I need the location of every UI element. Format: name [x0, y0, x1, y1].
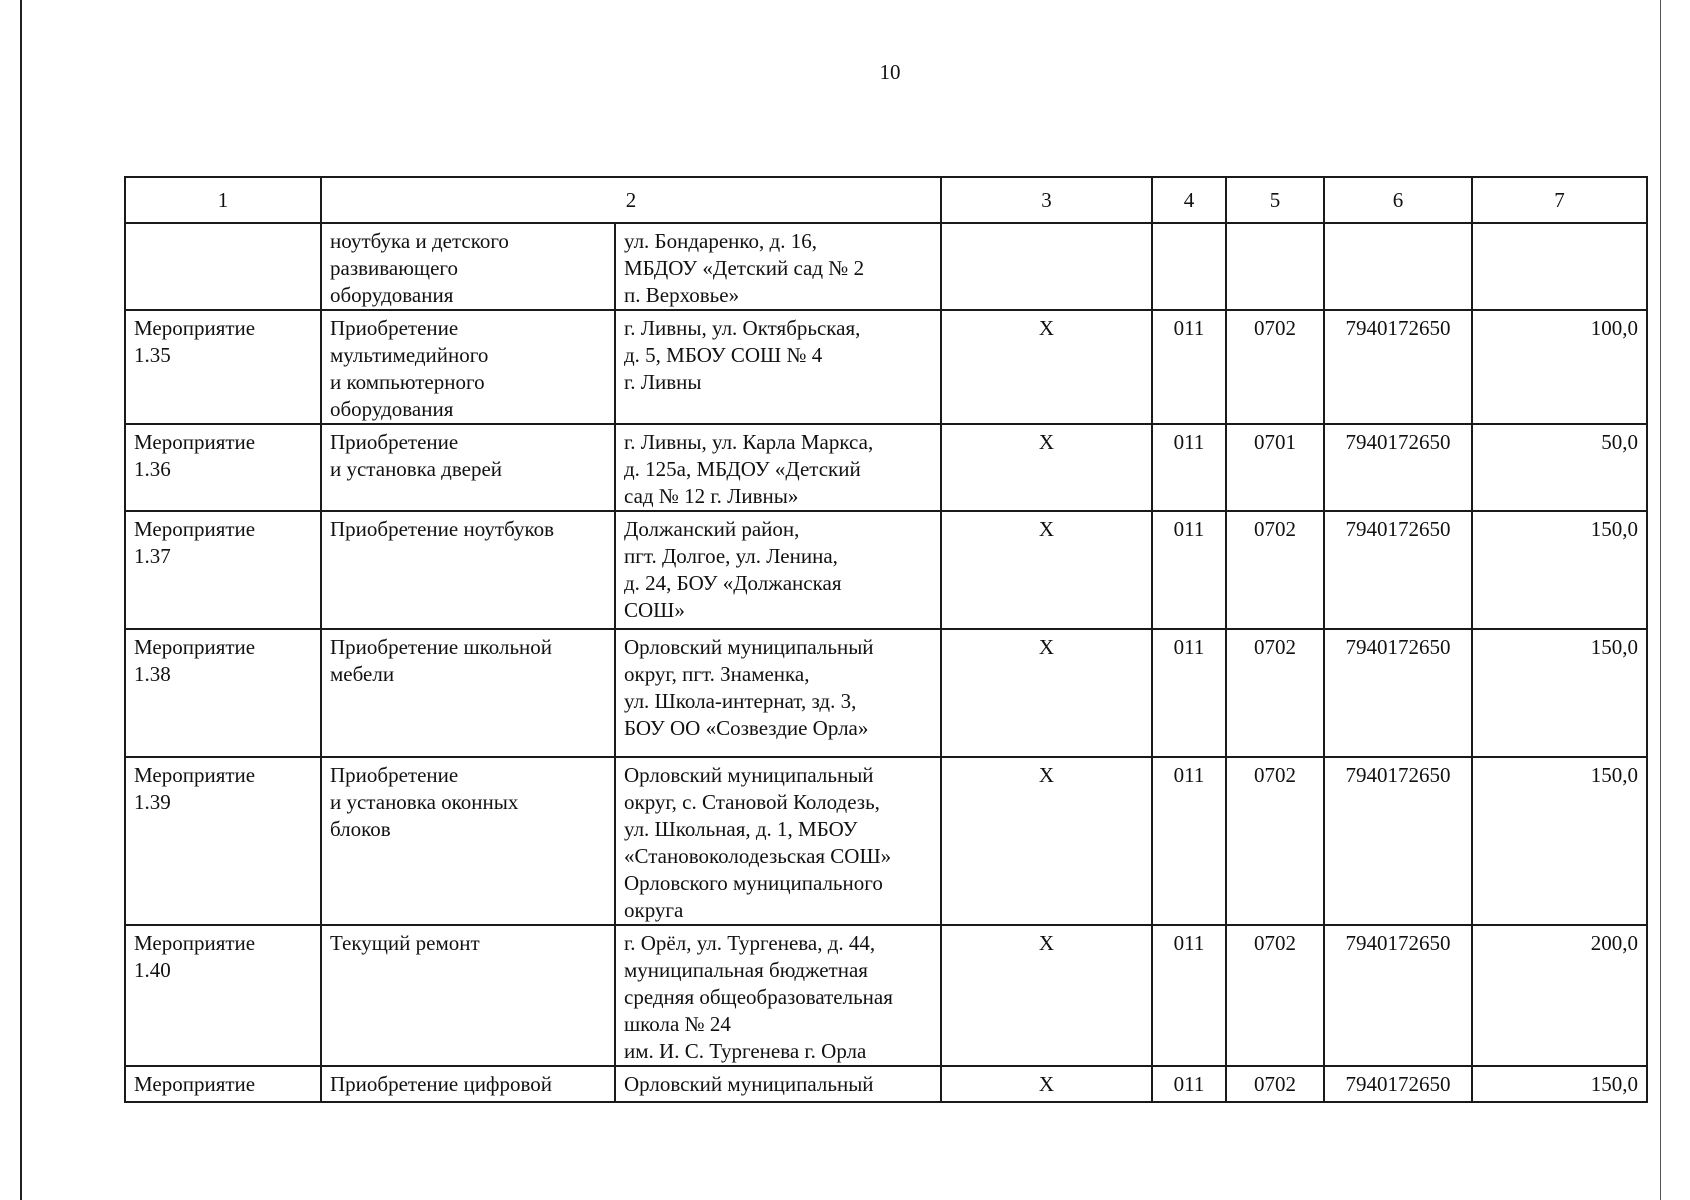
description-cell: ноутбука и детского развивающего оборудования — [321, 223, 615, 310]
col5-cell: 0702 — [1226, 310, 1324, 424]
header-col-5: 5 — [1226, 177, 1324, 223]
col5-cell: 0702 — [1226, 1066, 1324, 1102]
col4-cell — [1152, 223, 1226, 310]
col7-cell — [1472, 223, 1647, 310]
address-cell: Орловский муниципальный — [615, 1066, 941, 1102]
col7-cell: 100,0 — [1472, 310, 1647, 424]
address-cell: Должанский район, пгт. Долгое, ул. Ленина, д. 24, БОУ «Должанская СОШ» — [615, 511, 941, 629]
table-row — [125, 925, 1647, 1066]
table-row — [125, 310, 1647, 424]
col3-cell: Х — [941, 629, 1152, 757]
col3-cell: Х — [941, 1066, 1152, 1102]
header-col-6: 6 — [1324, 177, 1472, 223]
address-cell: ул. Бондаренко, д. 16, МБДОУ «Детский сад № 2 п. Верховье» — [615, 223, 941, 310]
description-cell: Текущий ремонт — [321, 925, 615, 1066]
col7-cell: 150,0 — [1472, 1066, 1647, 1102]
event-cell: Мероприятие 1.39 — [125, 757, 321, 925]
col4-cell: 011 — [1152, 925, 1226, 1066]
page-edge-left — [20, 0, 22, 1200]
events-table — [124, 176, 1648, 1103]
col7-cell: 50,0 — [1472, 424, 1647, 511]
page-edge-right — [1660, 0, 1661, 1200]
col4-cell: 011 — [1152, 310, 1226, 424]
header-col-2: 2 — [321, 177, 941, 223]
table-row — [125, 424, 1647, 511]
event-cell: Мероприятие — [125, 1066, 321, 1102]
event-cell: Мероприятие 1.40 — [125, 925, 321, 1066]
address-cell: г. Ливны, ул. Карла Маркса, д. 125а, МБДОУ «Детский сад № 12 г. Ливны» — [615, 424, 941, 511]
col3-cell: Х — [941, 757, 1152, 925]
col3-cell: Х — [941, 925, 1152, 1066]
address-cell: г. Ливны, ул. Октябрьская, д. 5, МБОУ СОШ № 4 г. Ливны — [615, 310, 941, 424]
description-cell: Приобретение школьной мебели — [321, 629, 615, 757]
event-cell — [125, 223, 321, 310]
col3-cell: Х — [941, 424, 1152, 511]
col5-cell — [1226, 223, 1324, 310]
col6-cell: 7940172650 — [1324, 925, 1472, 1066]
col6-cell: 7940172650 — [1324, 310, 1472, 424]
col7-cell: 150,0 — [1472, 757, 1647, 925]
col3-cell: Х — [941, 511, 1152, 629]
description-cell: Приобретение ноутбуков — [321, 511, 615, 629]
header-col-3: 3 — [941, 177, 1152, 223]
table-header-row — [125, 177, 1647, 223]
col4-cell: 011 — [1152, 629, 1226, 757]
table-row — [125, 757, 1647, 925]
col5-cell: 0702 — [1226, 629, 1324, 757]
col4-cell: 011 — [1152, 424, 1226, 511]
col4-cell: 011 — [1152, 757, 1226, 925]
table-row — [125, 1066, 1647, 1102]
col6-cell: 7940172650 — [1324, 757, 1472, 925]
col6-cell: 7940172650 — [1324, 1066, 1472, 1102]
col5-cell: 0702 — [1226, 757, 1324, 925]
event-cell: Мероприятие 1.36 — [125, 424, 321, 511]
description-cell: Приобретение и установка дверей — [321, 424, 615, 511]
col6-cell: 7940172650 — [1324, 511, 1472, 629]
col6-cell: 7940172650 — [1324, 629, 1472, 757]
col6-cell: 7940172650 — [1324, 424, 1472, 511]
event-cell: Мероприятие 1.37 — [125, 511, 321, 629]
description-cell: Приобретение цифровой — [321, 1066, 615, 1102]
col7-cell: 200,0 — [1472, 925, 1647, 1066]
page-number: 10 — [879, 60, 901, 84]
col3-cell: Х — [941, 310, 1152, 424]
address-cell: Орловский муниципальный округ, пгт. Знаменка, ул. Школа-интернат, зд. 3, БОУ ОО «Созвездие Орла» — [615, 629, 941, 757]
header-col-4: 4 — [1152, 177, 1226, 223]
col3-cell — [941, 223, 1152, 310]
header-col-1: 1 — [125, 177, 321, 223]
table-row — [125, 223, 1647, 310]
col5-cell: 0702 — [1226, 511, 1324, 629]
col6-cell — [1324, 223, 1472, 310]
col7-cell: 150,0 — [1472, 629, 1647, 757]
col5-cell: 0702 — [1226, 925, 1324, 1066]
address-cell: г. Орёл, ул. Тургенева, д. 44, муниципальная бюджетная средняя общеобразовательная школа № 24 им. И. С. Тургенева г. Орла — [615, 925, 941, 1066]
table-row — [125, 629, 1647, 757]
address-cell: Орловский муниципальный округ, с. Становой Колодезь, ул. Школьная, д. 1, МБОУ «Становоколодезьская СОШ» Орловского муниципального округа — [615, 757, 941, 925]
col4-cell: 011 — [1152, 1066, 1226, 1102]
description-cell: Приобретение и установка оконных блоков — [321, 757, 615, 925]
description-cell: Приобретение мультимедийного и компьютерного оборудования — [321, 310, 615, 424]
event-cell: Мероприятие 1.35 — [125, 310, 321, 424]
table-row — [125, 511, 1647, 629]
col5-cell: 0701 — [1226, 424, 1324, 511]
col4-cell: 011 — [1152, 511, 1226, 629]
header-col-7: 7 — [1472, 177, 1647, 223]
event-cell: Мероприятие 1.38 — [125, 629, 321, 757]
col7-cell: 150,0 — [1472, 511, 1647, 629]
